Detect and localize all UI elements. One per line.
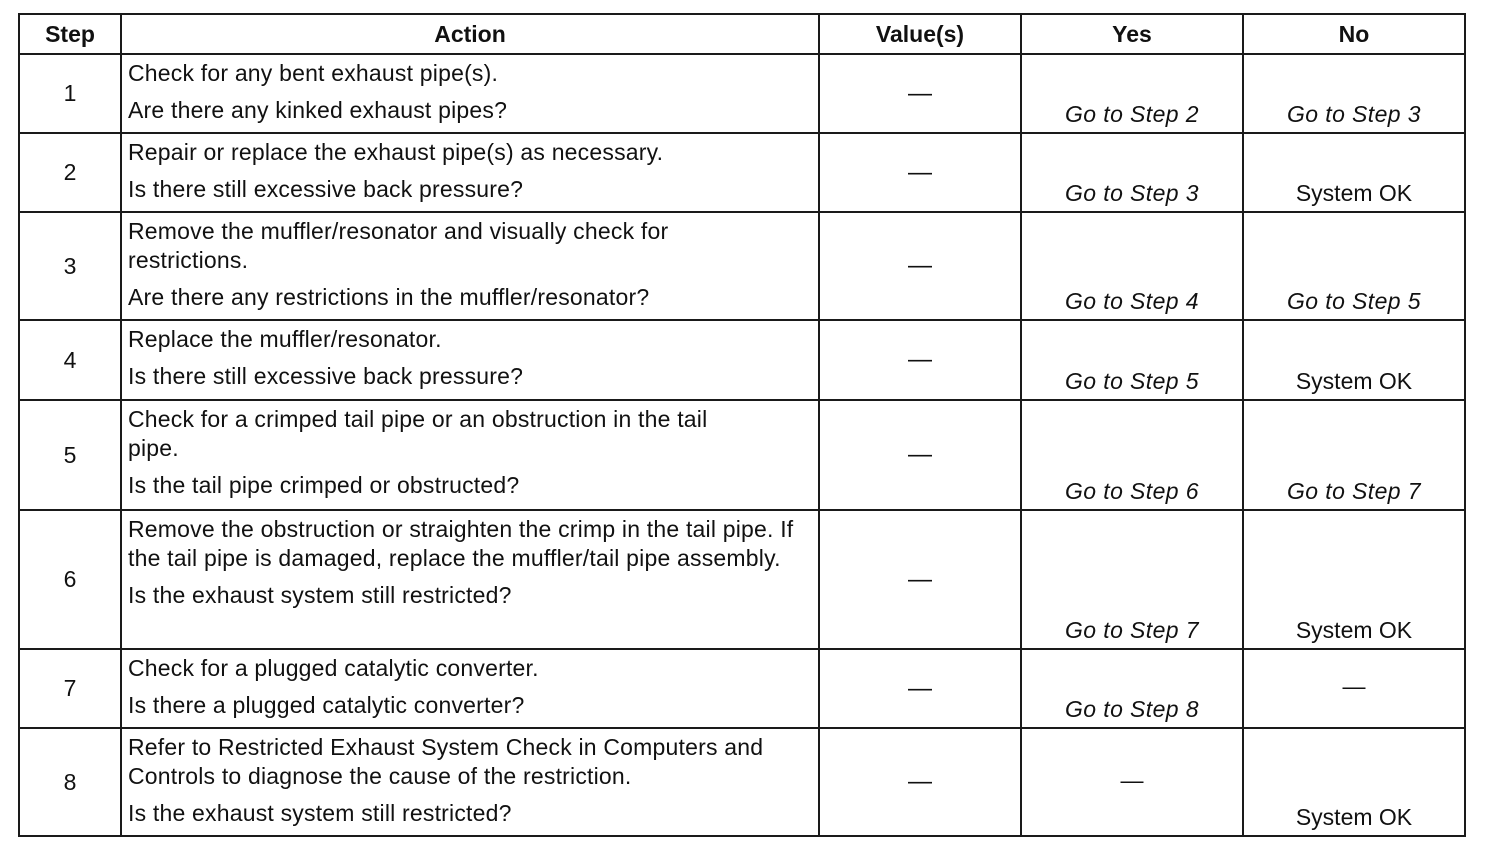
action-question: Is the exhaust system still restricted?	[128, 800, 512, 826]
yes-cell	[1021, 649, 1243, 728]
value-cell: —	[819, 649, 1021, 728]
table-row	[19, 510, 1465, 649]
action-question: Are there any restrictions in the muffler/resonator?	[128, 284, 650, 310]
action-cell	[121, 54, 819, 133]
no-cell	[1243, 320, 1465, 400]
action-cell	[121, 510, 819, 649]
action-question: Is there a plugged catalytic converter?	[128, 692, 525, 718]
yes-cell	[1021, 400, 1243, 510]
action-question: Is there still excessive back pressure?	[128, 176, 524, 202]
action-text: Remove the obstruction or straighten the crimp in the tail pipe. If the tail pipe is damaged, replace the muffler/tail pipe assembly.	[128, 516, 794, 571]
table-row	[19, 54, 1465, 133]
action-text: Repair or replace the exhaust pipe(s) as necessary.	[128, 139, 664, 165]
no-result: System OK	[1295, 617, 1413, 643]
no-result: System OK	[1295, 180, 1413, 206]
value-cell: —	[819, 320, 1021, 400]
header-no: No	[1243, 14, 1465, 54]
header-step: Step	[19, 14, 121, 54]
table-row	[19, 133, 1465, 212]
yes-cell	[1021, 212, 1243, 320]
no-link: Go to Step 3	[1287, 101, 1421, 127]
value-cell: —	[819, 728, 1021, 836]
action-text: Replace the muffler/resonator.	[128, 326, 442, 352]
no-result: —	[1342, 673, 1366, 699]
step-number: 2	[19, 133, 121, 212]
action-cell	[121, 728, 819, 836]
action-text: Check for any bent exhaust pipe(s).	[128, 60, 499, 86]
table-row	[19, 649, 1465, 728]
header-row	[19, 14, 1465, 54]
yes-link: Go to Step 5	[1065, 368, 1199, 394]
action-cell	[121, 212, 819, 320]
step-number: 5	[19, 400, 121, 510]
no-cell	[1243, 649, 1465, 728]
value-cell: —	[819, 400, 1021, 510]
value-cell: —	[819, 510, 1021, 649]
action-text: Remove the muffler/resonator and visually check for restrictions.	[128, 218, 669, 273]
no-link: Go to Step 7	[1287, 478, 1421, 504]
no-cell	[1243, 133, 1465, 212]
action-question: Is there still excessive back pressure?	[128, 363, 524, 389]
diagnostic-table-container	[18, 13, 1466, 837]
header-yes: Yes	[1021, 14, 1243, 54]
action-question: Is the exhaust system still restricted?	[128, 582, 512, 608]
no-cell	[1243, 728, 1465, 836]
action-question: Are there any kinked exhaust pipes?	[128, 97, 508, 123]
value-cell: —	[819, 212, 1021, 320]
yes-result: —	[1120, 766, 1144, 793]
table-row	[19, 212, 1465, 320]
table-row	[19, 400, 1465, 510]
yes-cell	[1021, 510, 1243, 649]
action-text: Check for a crimped tail pipe or an obstruction in the tail pipe.	[128, 406, 708, 461]
yes-cell	[1021, 320, 1243, 400]
no-cell	[1243, 400, 1465, 510]
action-cell	[121, 649, 819, 728]
no-cell	[1243, 212, 1465, 320]
diagnostic-table	[18, 13, 1466, 837]
yes-cell	[1021, 133, 1243, 212]
no-cell	[1243, 510, 1465, 649]
action-text: Check for a plugged catalytic converter.	[128, 655, 539, 681]
action-text: Refer to Restricted Exhaust System Check in Computers and Controls to diagnose the cause of the restriction.	[128, 734, 764, 789]
table-row	[19, 320, 1465, 400]
action-cell	[121, 320, 819, 400]
yes-link: Go to Step 2	[1065, 101, 1199, 127]
yes-link: Go to Step 7	[1065, 617, 1199, 643]
action-cell	[121, 400, 819, 510]
step-number: 7	[19, 649, 121, 728]
yes-cell	[1021, 54, 1243, 133]
no-cell	[1243, 54, 1465, 133]
no-result: System OK	[1295, 804, 1413, 830]
step-number: 8	[19, 728, 121, 836]
no-result: System OK	[1295, 368, 1413, 394]
no-link: Go to Step 5	[1287, 288, 1421, 314]
action-question: Is the tail pipe crimped or obstructed?	[128, 472, 520, 498]
value-cell: —	[819, 54, 1021, 133]
value-cell: —	[819, 133, 1021, 212]
yes-link: Go to Step 3	[1065, 180, 1199, 206]
yes-link: Go to Step 4	[1065, 288, 1199, 314]
yes-cell	[1021, 728, 1243, 836]
header-values: Value(s)	[819, 14, 1021, 54]
step-number: 6	[19, 510, 121, 649]
step-number: 4	[19, 320, 121, 400]
action-cell	[121, 133, 819, 212]
yes-link: Go to Step 8	[1065, 696, 1199, 722]
step-number: 3	[19, 212, 121, 320]
header-action: Action	[121, 14, 819, 54]
yes-link: Go to Step 6	[1065, 478, 1199, 504]
step-number: 1	[19, 54, 121, 133]
table-row	[19, 728, 1465, 836]
